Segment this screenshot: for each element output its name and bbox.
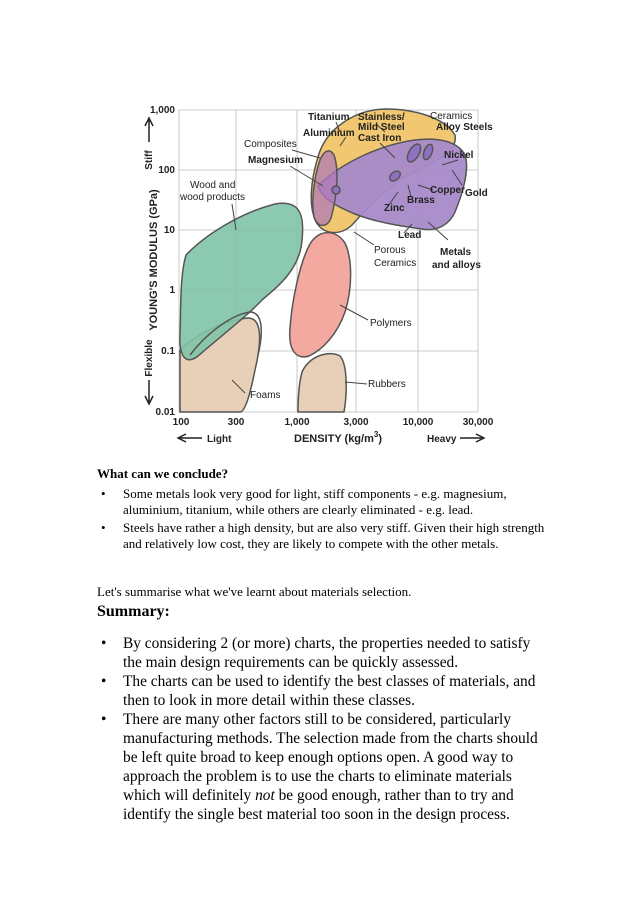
y-tick-1000: 1,000: [149, 105, 175, 116]
down-arrow-icon: [145, 380, 153, 404]
label-titanium: Titanium: [308, 112, 350, 123]
label-copper: Copper: [430, 185, 465, 196]
list-item: [97, 710, 552, 824]
list-item: • The charts can be used to identify the best classes of materials, and then to look in more detail within these classes.: [97, 672, 552, 710]
x-tick-100: 100: [172, 417, 190, 428]
list-item: • Steels have rather a high density, but are also very stiff. Given their high strength and relatively low cost, they are likely to compete with the other metals.: [97, 520, 552, 552]
list-item-text: There are many other factors still to be considered, particularly manufacturing methods. The selection made from the charts should be left quite broad to keep enough options open. A good way to approach the problem is to use the charts to eliminate materials which will definitely: [123, 711, 538, 804]
y-tick-10: 10: [163, 225, 175, 236]
label-wood-1: Wood and: [190, 180, 236, 191]
label-gold: Gold: [465, 188, 488, 199]
list-item-text: be good enough, rather than to try and identify the single best material too soon in the design process.: [123, 787, 514, 823]
conclusion-list: [97, 486, 552, 552]
metal-blob-4: [332, 186, 340, 194]
label-stainless-2: Mild Steel: [358, 122, 405, 133]
x-tick-300: 300: [227, 417, 245, 428]
right-arrow-icon: [460, 434, 484, 442]
label-composites: Composites: [244, 139, 297, 150]
label-metals-2: and alloys: [432, 260, 481, 271]
label-metals-1: Metals: [440, 247, 472, 258]
x-tick-10000: 10,000: [402, 417, 434, 428]
y-tick-100: 100: [158, 165, 175, 176]
x-axis-light-label: Light: [207, 434, 232, 445]
list-item: • By considering 2 (or more) charts, the properties needed to satisfy the main design requirements can be quickly assessed.: [97, 634, 552, 672]
x-axis-title: DENSITY $(kg/m^3)$: [294, 430, 382, 445]
summary-list: [97, 634, 552, 824]
up-arrow-icon: [145, 118, 153, 142]
y-axis-flexible-label: Flexible: [144, 339, 155, 377]
x-tick-30000: 30,000: [462, 417, 494, 428]
label-porous-1: Porous: [374, 245, 406, 256]
label-ceramics: Ceramics: [430, 111, 473, 122]
rubbers-region: [298, 354, 346, 412]
label-foams: Foams: [250, 390, 281, 401]
list-item: • Some metals look very good for light, stiff components - e.g. magnesium, aluminium, titanium, while others are clearly eliminated - e.g. lead.: [97, 486, 552, 518]
label-lead: Lead: [398, 230, 422, 241]
label-porous-2: Ceramics: [374, 258, 417, 269]
x-tick-1000: 1,000: [284, 417, 310, 428]
label-wood-2: wood products: [180, 192, 246, 203]
emphasis-not: not: [255, 787, 275, 804]
y-axis-title: YOUNG'S MODULUS (GPa): [148, 189, 160, 331]
x-tick-3000: 3,000: [343, 417, 369, 428]
left-arrow-icon: [178, 434, 202, 442]
label-stainless-1: Stainless/: [358, 112, 405, 123]
label-aluminium: Aluminium: [303, 128, 355, 139]
y-tick-1: 1: [169, 285, 175, 296]
x-axis-heavy-label: Heavy: [427, 434, 457, 445]
question-heading: What can we conclude?: [97, 466, 229, 481]
label-alloy-steels: Alloy Steels: [436, 122, 493, 133]
y-tick-0-01: 0.01: [155, 407, 175, 418]
label-polymers: Polymers: [370, 318, 412, 329]
summary-heading: Summary:: [97, 603, 170, 620]
label-zinc: Zinc: [384, 203, 405, 214]
summary-intro: Let's summarise what we've learnt about materials selection.: [97, 584, 412, 599]
y-tick-0-1: 0.1: [161, 346, 175, 357]
label-magnesium: Magnesium: [248, 155, 304, 166]
x-ticks: [173, 417, 494, 428]
label-rubbers: Rubbers: [368, 379, 406, 390]
label-cast-iron: Cast Iron: [358, 133, 402, 144]
y-axis-stiff-label: Stiff: [144, 150, 155, 170]
label-nickel: Nickel: [444, 150, 474, 161]
label-brass: Brass: [407, 195, 435, 206]
